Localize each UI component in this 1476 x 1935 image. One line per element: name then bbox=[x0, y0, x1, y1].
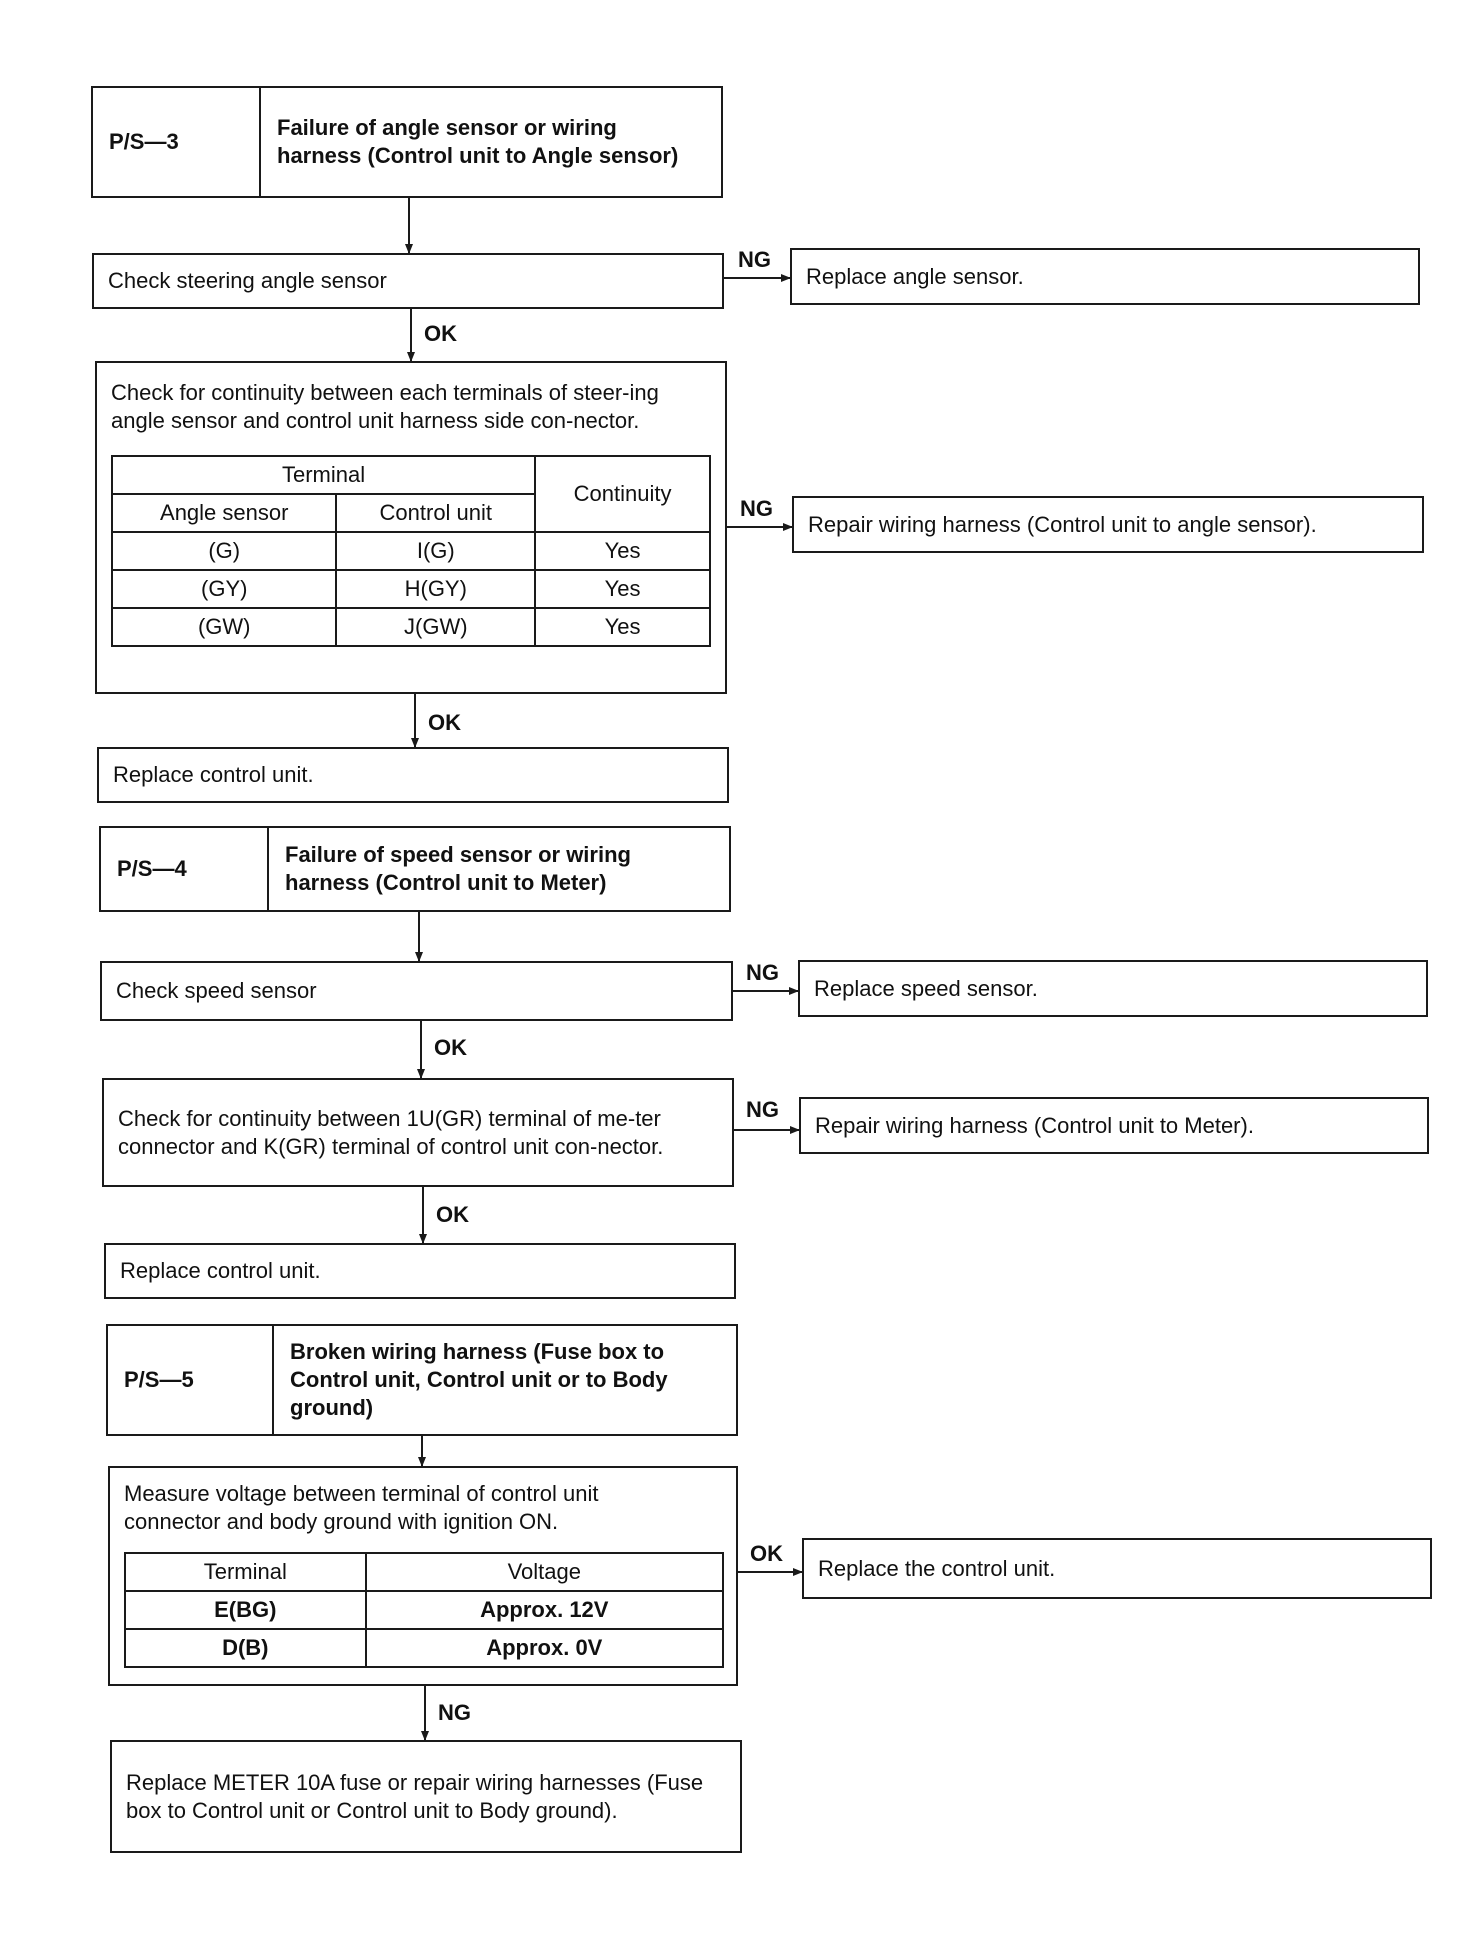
ps3-continuity-check-text: Check for continuity between each terminals of steer-ing angle sensor and control unit harness side con-nector. bbox=[111, 380, 659, 433]
ps4-check1-ng-label: NG bbox=[746, 960, 779, 985]
ps5-voltage-table bbox=[124, 1552, 724, 1668]
table-cell: (GW) bbox=[112, 608, 336, 646]
ps5-title: Broken wiring harness (Fuse box to Control unit, Control unit or to Body ground) bbox=[290, 1339, 668, 1420]
ps3-table-continuity-header: Continuity bbox=[535, 456, 710, 532]
ps3-repair-harness-box bbox=[792, 496, 1424, 553]
ps5-final-action-text: Replace METER 10A fuse or repair wiring harnesses (Fuse box to Control unit or Control unit to Body ground). bbox=[126, 1769, 704, 1823]
ps3-table-terminal-header: Terminal bbox=[112, 456, 535, 494]
ps3-table-control-header: Control unit bbox=[336, 494, 535, 532]
ps5-table-terminal-header: Terminal bbox=[125, 1553, 366, 1591]
ps4-check2-ok-label: OK bbox=[436, 1202, 469, 1227]
ps4-check2-ng-label: NG bbox=[746, 1097, 779, 1122]
ps3-replace-control-unit-box bbox=[97, 747, 729, 803]
table-cell: Yes bbox=[535, 532, 710, 570]
table-row bbox=[112, 570, 710, 608]
table-cell: (GY) bbox=[112, 570, 336, 608]
ps3-check-angle-sensor-box bbox=[92, 253, 724, 309]
table-cell: I(G) bbox=[336, 532, 535, 570]
table-cell: H(GY) bbox=[336, 570, 535, 608]
ps4-repair-harness-text: Repair wiring harness (Control unit to Meter). bbox=[815, 1112, 1254, 1138]
ps4-continuity-check-box bbox=[102, 1078, 734, 1187]
ps3-header bbox=[91, 86, 723, 198]
ps5-measure-voltage-box bbox=[108, 1466, 738, 1686]
ps4-replace-control-unit-text: Replace control unit. bbox=[120, 1258, 321, 1283]
ps3-repair-harness-text: Repair wiring harness (Control unit to angle sensor). bbox=[808, 511, 1317, 537]
ps5-replace-control-unit-box bbox=[802, 1538, 1432, 1599]
ps5-table-voltage-header: Voltage bbox=[366, 1553, 723, 1591]
ps5-code: P/S—5 bbox=[108, 1326, 274, 1434]
ps4-header bbox=[99, 826, 731, 912]
table-cell: Yes bbox=[535, 570, 710, 608]
ps4-continuity-check-text: Check for continuity between 1U(GR) terminal of me-ter connector and K(GR) terminal of control unit con-nector. bbox=[118, 1105, 664, 1159]
table-cell: Approx. 0V bbox=[366, 1629, 723, 1667]
ps4-check-speed-sensor-text: Check speed sensor bbox=[116, 978, 317, 1003]
ps3-check1-ok-label: OK bbox=[424, 321, 457, 346]
ps4-check1-ok-label: OK bbox=[434, 1035, 467, 1060]
table-cell: Yes bbox=[535, 608, 710, 646]
ps5-header bbox=[106, 1324, 738, 1436]
ps3-check2-ng-label: NG bbox=[740, 496, 773, 521]
ps4-replace-speed-sensor-box bbox=[798, 960, 1428, 1017]
table-cell: E(BG) bbox=[125, 1591, 366, 1629]
ps5-measure-ok-label: OK bbox=[750, 1541, 783, 1566]
table-cell: (G) bbox=[112, 532, 336, 570]
ps5-replace-control-unit-text: Replace the control unit. bbox=[818, 1555, 1056, 1581]
ps3-check-angle-sensor-text: Check steering angle sensor bbox=[108, 268, 387, 293]
ps5-final-action-box bbox=[110, 1740, 742, 1853]
table-row bbox=[112, 608, 710, 646]
ps3-continuity-table bbox=[111, 455, 711, 647]
ps3-check2-ok-label: OK bbox=[428, 710, 461, 735]
table-cell: D(B) bbox=[125, 1629, 366, 1667]
table-cell: J(GW) bbox=[336, 608, 535, 646]
ps5-measure-ng-label: NG bbox=[438, 1700, 471, 1725]
ps4-replace-speed-sensor-text: Replace speed sensor. bbox=[814, 975, 1038, 1001]
ps4-replace-control-unit-box bbox=[104, 1243, 736, 1299]
ps5-measure-voltage-text: Measure voltage between terminal of control unit connector and body ground with ignition ON. bbox=[124, 1481, 599, 1534]
ps3-replace-angle-sensor-box bbox=[790, 248, 1420, 305]
table-row bbox=[125, 1591, 723, 1629]
ps4-code: P/S—4 bbox=[101, 828, 269, 910]
ps3-continuity-check-box bbox=[95, 361, 727, 694]
ps3-replace-control-unit-text: Replace control unit. bbox=[113, 762, 314, 787]
ps3-check1-ng-label: NG bbox=[738, 247, 771, 272]
ps3-replace-angle-sensor-text: Replace angle sensor. bbox=[806, 263, 1024, 289]
ps4-check-speed-sensor-box bbox=[100, 961, 733, 1021]
ps3-title: Failure of angle sensor or wiring harness (Control unit to Angle sensor) bbox=[277, 115, 679, 168]
ps4-title: Failure of speed sensor or wiring harness (Control unit to Meter) bbox=[285, 842, 631, 895]
ps4-repair-harness-box bbox=[799, 1097, 1429, 1154]
ps3-table-angle-header: Angle sensor bbox=[112, 494, 336, 532]
ps3-code: P/S—3 bbox=[93, 88, 261, 196]
table-row bbox=[125, 1629, 723, 1667]
table-cell: Approx. 12V bbox=[366, 1591, 723, 1629]
table-row bbox=[112, 532, 710, 570]
